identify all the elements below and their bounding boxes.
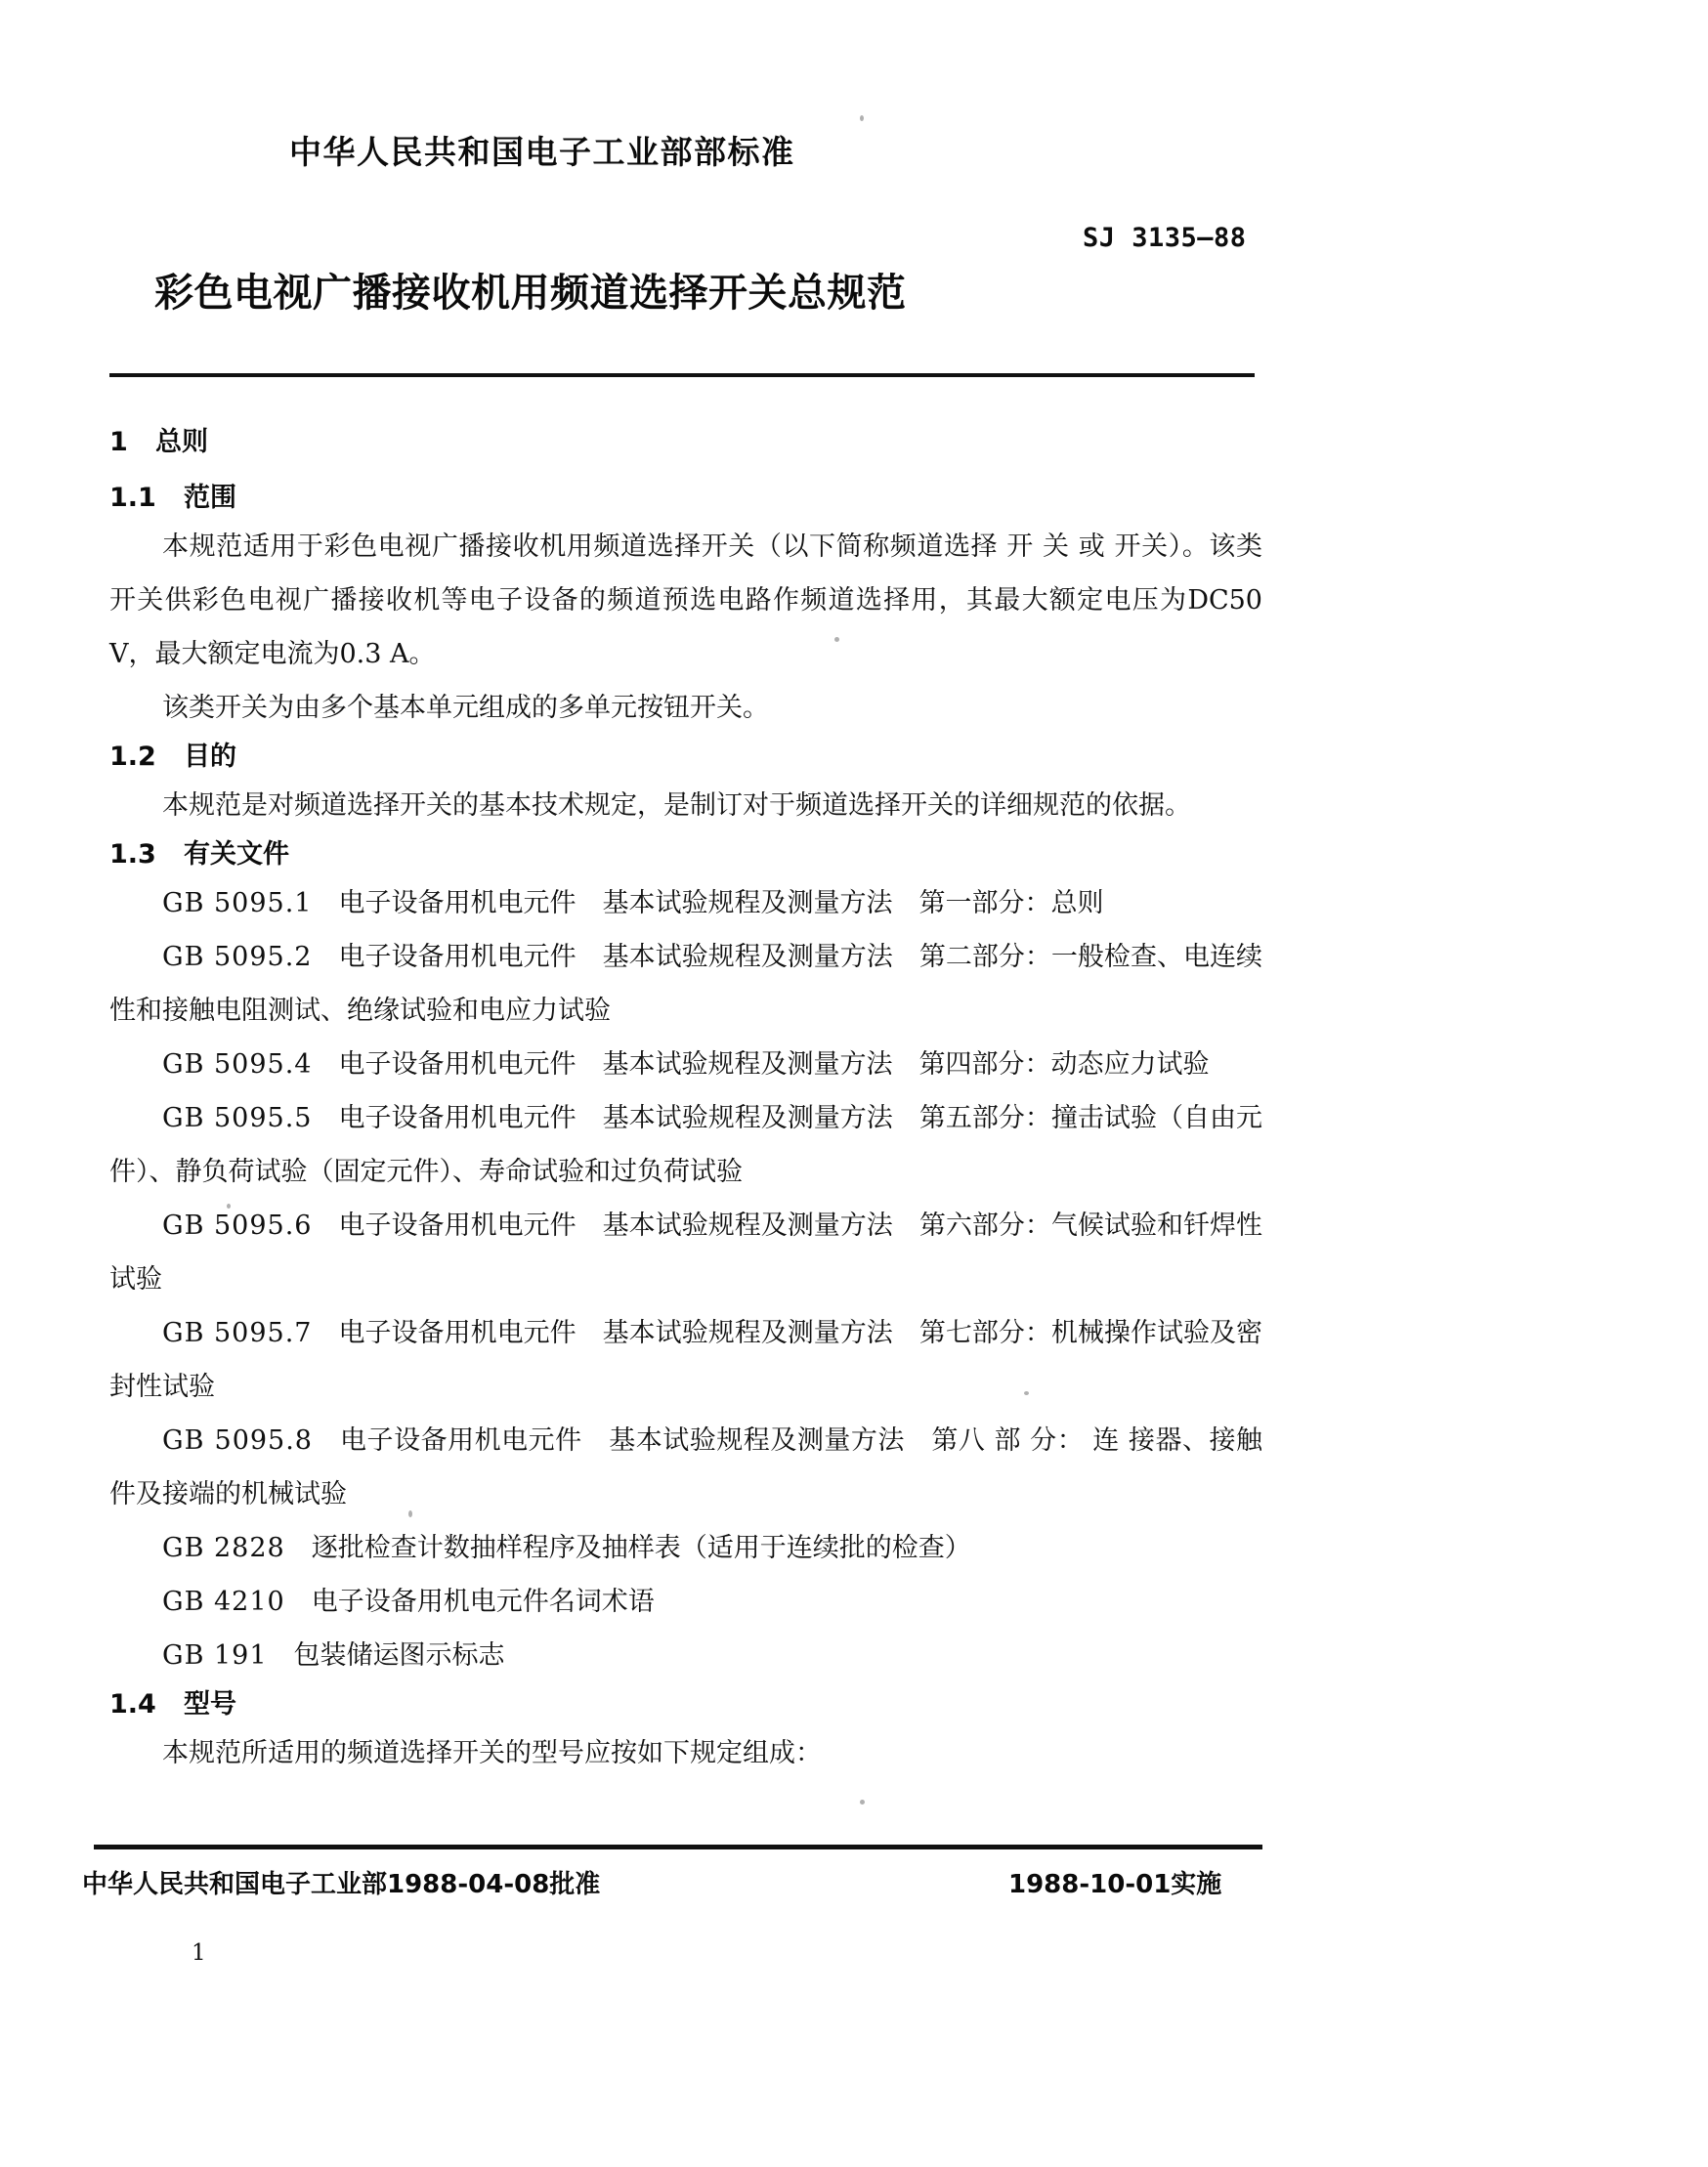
reference-code: GB 5095.6	[162, 1211, 313, 1241]
reference-code: GB 4210	[162, 1587, 285, 1617]
reference-text: 电子设备用机电元件 基本试验规程及测量方法 第一部分：总则	[338, 888, 1104, 918]
reference-text: 包装储运图示标志	[293, 1640, 505, 1671]
reference-item	[109, 1575, 1262, 1629]
reference-text: 电子设备用机电元件 基本试验规程及测量方法 第六部分：气候试验和钎焊性试验	[109, 1211, 1263, 1295]
reference-text: 电子设备用机电元件 基本试验规程及测量方法 第八 部 分： 连 接器、接触件及接端的机械试验	[109, 1425, 1262, 1509]
scan-speck	[860, 1800, 865, 1805]
reference-text: 电子设备用机电元件 基本试验规程及测量方法 第四部分：动态应力试验	[338, 1049, 1210, 1080]
heading-1: 1 总则	[109, 427, 208, 457]
paragraph-scope-1: 本规范适用于彩色电视广播接收机用频道选择开关（以下简称频道选择 开 关 或 开关）。该类开关供彩色电视广播接收机等电子设备的频道预选电路作频道选择用，其最大额定电压为DC50 V，最大额定电流为0.3 A。	[109, 531, 1262, 669]
reference-item	[109, 1521, 1262, 1575]
scan-speck	[408, 1510, 412, 1517]
reference-item	[109, 1038, 1262, 1091]
reference-item	[109, 1629, 1262, 1682]
scan-speck	[860, 115, 864, 121]
scan-speck	[1024, 1391, 1029, 1395]
reference-code: GB 191	[162, 1640, 268, 1671]
paragraph-scope-2: 该类开关为由多个基本单元组成的多单元按钮开关。	[162, 693, 769, 723]
heading-1-4: 1.4 型号	[109, 1689, 237, 1720]
page-number: 1	[192, 1940, 206, 1966]
reference-code: GB 5095.1	[162, 888, 313, 918]
reference-item	[109, 1306, 1262, 1414]
standard-number: SJ 3135—88	[1083, 223, 1247, 253]
reference-item	[109, 930, 1262, 1038]
reference-text: 逐批检查计数抽样程序及抽样表（适用于连续批的检查）	[311, 1533, 971, 1563]
reference-item	[109, 1199, 1262, 1306]
reference-text: 电子设备用机电元件 基本试验规程及测量方法 第七部分：机械操作试验及密封性试验	[109, 1318, 1263, 1402]
header-divider	[109, 373, 1255, 377]
document-title: 彩色电视广播接收机用频道选择开关总规范	[154, 271, 907, 316]
footer-effective: 1988-10-01实施	[1008, 1870, 1222, 1899]
paragraph-purpose-1: 本规范是对频道选择开关的基本技术规定，是制订对于频道选择开关的详细规范的依据。	[162, 790, 1191, 821]
reference-text: 电子设备用机电元件 基本试验规程及测量方法 第二部分：一般检查、电连续性和接触电阻测试、绝缘试验和电应力试验	[109, 942, 1263, 1026]
scan-speck	[227, 1204, 231, 1209]
paragraph-model-1: 本规范所适用的频道选择开关的型号应按如下规定组成：	[162, 1738, 822, 1768]
document-body	[109, 420, 1262, 1780]
heading-1-3: 1.3 有关文件	[109, 839, 290, 870]
reference-code: GB 5095.2	[162, 942, 313, 972]
reference-item	[109, 1414, 1262, 1521]
heading-1-2: 1.2 目的	[109, 742, 237, 772]
issuer-header: 中华人民共和国电子工业部部标准	[289, 133, 795, 171]
reference-text: 电子设备用机电元件名词术语	[311, 1587, 655, 1617]
reference-code: GB 5095.4	[162, 1049, 313, 1080]
reference-code: GB 5095.8	[162, 1425, 313, 1456]
reference-item	[109, 876, 1262, 930]
reference-text: 电子设备用机电元件 基本试验规程及测量方法 第五部分：撞击试验（自由元件）、静负荷试验（固定元件）、寿命试验和过负荷试验	[109, 1103, 1263, 1187]
reference-code: GB 5095.7	[162, 1318, 313, 1348]
reference-code: GB 5095.5	[162, 1103, 313, 1133]
reference-code: GB 2828	[162, 1533, 285, 1563]
scan-speck	[834, 637, 839, 642]
footer-divider	[94, 1845, 1262, 1849]
footer-approval: 中华人民共和国电子工业部1988-04-08批准	[82, 1870, 601, 1899]
spacer	[109, 468, 1262, 476]
reference-item	[109, 1091, 1262, 1199]
heading-1-1: 1.1 范围	[109, 483, 237, 513]
